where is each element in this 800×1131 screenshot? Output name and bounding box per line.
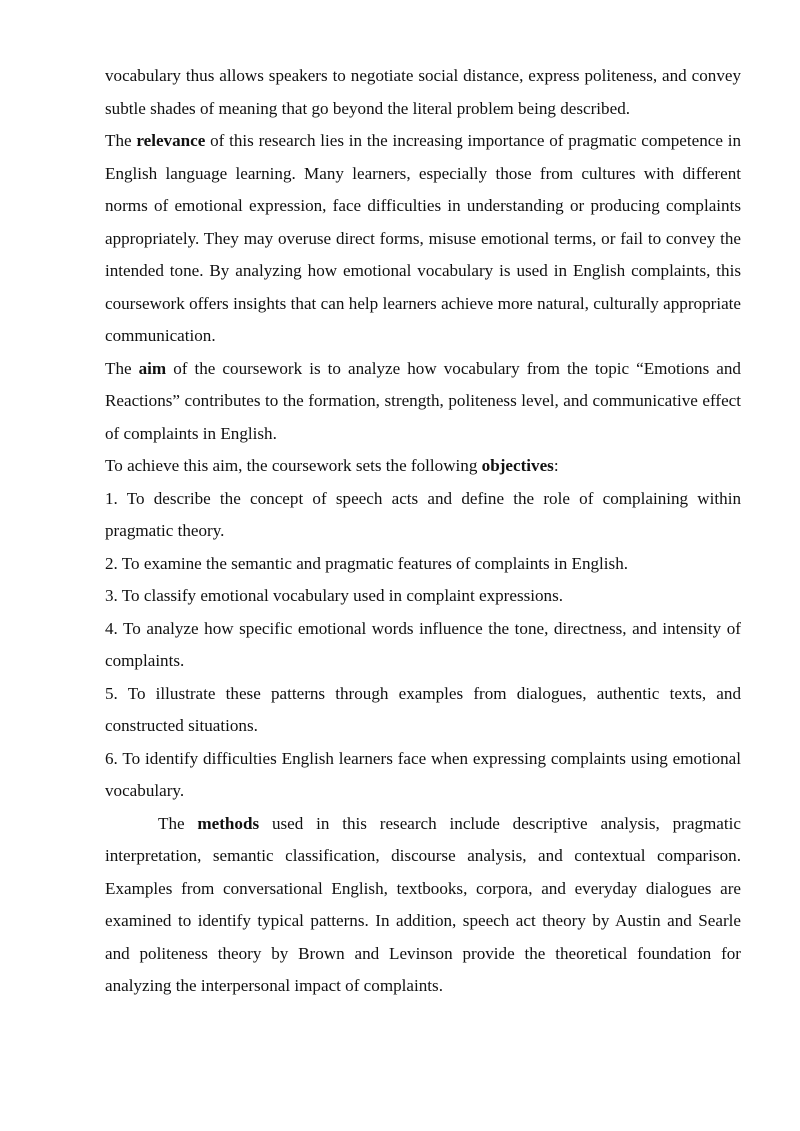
objective-item: 1. To describe the concept of speech acts and define the role of complaining within pragmatic theory. [105,488,741,540]
aim-paragraph [105,353,741,451]
relevance-lead: The [105,131,137,150]
relevance-keyword: relevance [136,131,206,150]
aim-keyword: aim [138,358,167,378]
objective-item: 6. To identify difficulties English learners face when expressing complaints using emotional vocabulary. [105,748,741,800]
relevance-paragraph [105,125,741,353]
intro-paragraph: vocabulary thus allows speakers to negotiate social distance, express politeness, and convey subtle shades of meaning that go beyond the literal problem being described. [105,66,741,118]
methods-lead: The [158,813,198,833]
relevance-text: of this research lies in the increasing importance of pragmatic competence in English language learning. Many learners, especially those from cultures with different norms of emotional expression, face difficulties in understanding or producing complaints appropriately. They may overuse direct forms, misuse emotional terms, or fail to convey the intended tone. By analyzing how emotional vocabulary is used in English complaints, this coursework offers insights that can help learners achieve more natural, culturally appropriate communication. [105,131,741,345]
objectives-intro-colon: : [553,456,559,475]
objective-item: 3. To classify emotional vocabulary used in complaint expressions. [105,586,564,605]
aim-text: of the coursework is to analyze how vocabulary from the topic “Emotions and Reactions” contributes to the formation, strength, politeness level, and communicative effect of complaints in English. [105,358,741,443]
methods-text: used in this research include descriptive analysis, pragmatic interpretation, semantic classification, discourse analysis, and contextual comparison. Examples from conversational English, textbooks, corpora, and everyday dialogues are examined to identify typical patterns. In addition, speech act theory by Austin and Searle and politeness theory by Brown and Levinson provide the theoretical foundation for analyzing the interpersonal impact of complaints. [105,813,741,995]
objective-item: 5. To illustrate these patterns through examples from dialogues, authentic texts, and constructed situations. [105,683,741,735]
objective-item: 4. To analyze how specific emotional words influence the tone, directness, and intensity of complaints. [105,618,741,670]
methods-paragraph [105,808,741,1003]
methods-keyword: methods [197,813,260,833]
objectives-keyword: objectives [481,456,554,475]
aim-lead: The [105,358,139,378]
objectives-intro-paragraph [105,450,741,483]
objective-item: 2. To examine the semantic and pragmatic features of complaints in English. [105,553,629,573]
objectives-intro-lead: To achieve this aim, the coursework sets the following [105,456,482,475]
document-page [105,60,741,1003]
